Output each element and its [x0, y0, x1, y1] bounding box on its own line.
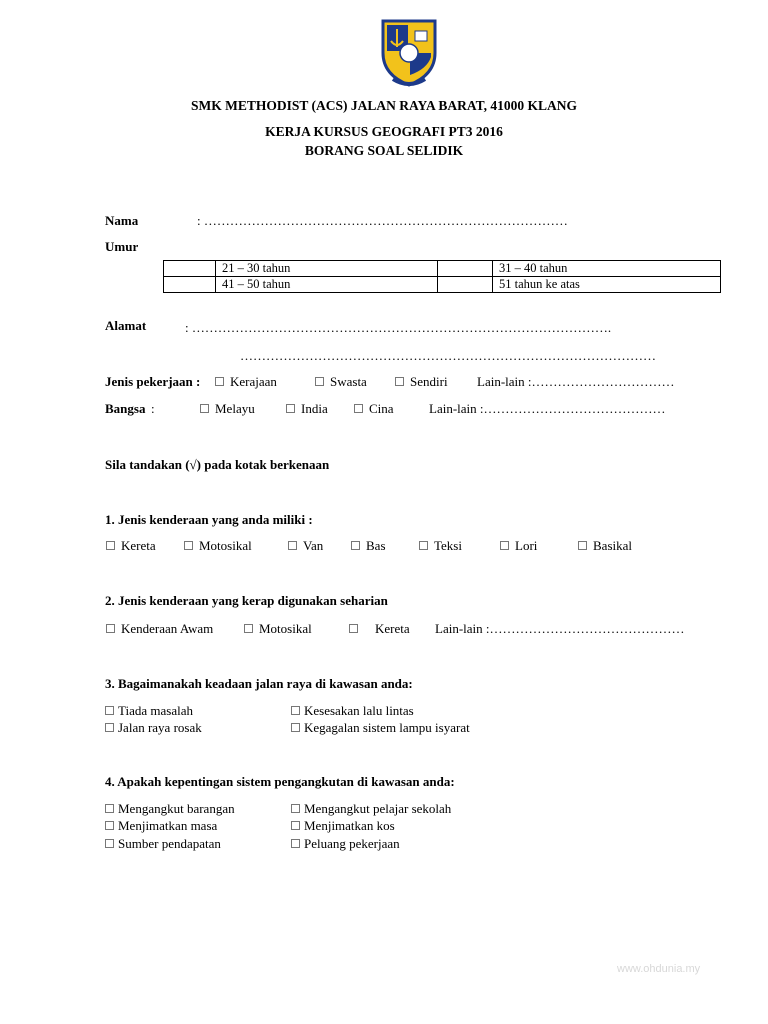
nama-field[interactable]: : …………………………………………………………………………	[197, 213, 568, 228]
checkbox-icon	[291, 804, 300, 813]
q1-option-motosikal[interactable]	[184, 538, 252, 554]
pekerjaan-lain-lain-field[interactable]: Lain-lain :……………………………	[477, 374, 675, 389]
umur-label: Umur	[105, 239, 139, 254]
bangsa-lain-lain-field[interactable]: Lain-lain :……………………………………	[429, 401, 666, 416]
checkbox-icon	[500, 541, 509, 550]
checkbox-icon	[105, 706, 114, 715]
age-checkbox-41-50[interactable]	[164, 277, 216, 293]
age-option-51-plus: 51 tahun ke atas	[493, 277, 721, 293]
q4-option-mengangkut-pelajar[interactable]	[291, 801, 451, 817]
option-label: Kegagalan sistem lampu isyarat	[304, 720, 470, 735]
checkbox-icon	[184, 541, 193, 550]
checkbox-icon	[291, 706, 300, 715]
checkbox-icon	[286, 404, 295, 413]
option-label: Van	[303, 538, 324, 553]
q2-option-kenderaan-awam[interactable]	[106, 621, 213, 637]
bangsa-melayu[interactable]	[200, 401, 255, 417]
option-label: Jalan raya rosak	[118, 720, 202, 735]
q2-option-motosikal[interactable]	[244, 621, 312, 637]
age-option-41-50: 41 – 50 tahun	[216, 277, 438, 293]
checkbox-icon	[419, 541, 428, 550]
checkbox-icon	[215, 377, 224, 386]
form-title: BORANG SOAL SELIDIK	[304, 143, 464, 158]
checkbox-icon	[354, 404, 363, 413]
checkbox-icon	[291, 723, 300, 732]
option-label: Peluang pekerjaan	[304, 836, 400, 851]
pekerjaan-sendiri[interactable]	[395, 374, 448, 390]
q3-option-jalan-rosak[interactable]	[105, 720, 202, 736]
bangsa-label: Bangsa	[105, 401, 146, 416]
option-label: Kereta	[121, 538, 156, 553]
q4-option-sumber-pendapatan[interactable]	[105, 836, 221, 852]
q3-title: 3. Bagaimanakah keadaan jalan raya di kawasan anda:	[105, 676, 413, 691]
option-label: Bas	[366, 538, 386, 553]
age-checkbox-51-plus[interactable]	[438, 277, 493, 293]
school-name: SMK METHODIST (ACS) JALAN RAYA BARAT, 41000 KLANG	[190, 98, 578, 113]
alamat-field-line1[interactable]: : …………………………………………………………………………………….	[185, 320, 612, 335]
option-label: Sumber pendapatan	[118, 836, 221, 851]
age-checkbox-31-40[interactable]	[438, 261, 493, 277]
q1-option-basikal[interactable]	[578, 538, 632, 554]
checkbox-icon	[105, 821, 114, 830]
checkbox-icon	[105, 804, 114, 813]
q4-option-menjimatkan-kos[interactable]	[291, 818, 395, 834]
alamat-label: Alamat	[105, 318, 147, 333]
option-label: Kereta	[375, 621, 410, 636]
pekerjaan-kerajaan[interactable]	[215, 374, 277, 390]
q3-option-tiada-masalah[interactable]	[105, 703, 193, 719]
q1-option-kereta[interactable]	[106, 538, 156, 554]
checkbox-icon	[395, 377, 404, 386]
checkbox-icon	[105, 723, 114, 732]
alamat-field-line2[interactable]: ……………………………………………………………………………………	[240, 348, 656, 363]
option-label: Tiada masalah	[118, 703, 193, 718]
checkbox-icon	[200, 404, 209, 413]
option-label: Mengangkut barangan	[118, 801, 235, 816]
option-label: Motosikal	[199, 538, 252, 553]
q1-option-teksi[interactable]	[419, 538, 462, 554]
option-label: Cina	[369, 401, 394, 416]
pekerjaan-swasta[interactable]	[315, 374, 367, 390]
option-label: Kesesakan lalu lintas	[304, 703, 414, 718]
option-label: Motosikal	[259, 621, 312, 636]
option-label: Menjimatkan kos	[304, 818, 395, 833]
q2-option-kereta[interactable]	[349, 621, 410, 637]
q1-option-lori[interactable]	[500, 538, 537, 554]
bangsa-india[interactable]	[286, 401, 328, 417]
option-label: Kenderaan Awam	[121, 621, 214, 636]
subject-title: KERJA KURSUS GEOGRAFI PT3 2016	[265, 124, 503, 139]
watermark: www.ohdunia.my	[617, 963, 701, 975]
q4-title: 4. Apakah kepentingan sistem pengangkutan di kawasan anda:	[105, 774, 455, 789]
checkbox-icon	[291, 839, 300, 848]
checkbox-icon	[578, 541, 587, 550]
checkbox-icon	[244, 624, 253, 633]
q3-option-lampu-isyarat[interactable]	[291, 720, 470, 736]
checkbox-icon	[291, 821, 300, 830]
checkbox-icon	[106, 624, 115, 633]
q4-option-menjimatkan-masa[interactable]	[105, 818, 217, 834]
age-option-31-40: 31 – 40 tahun	[493, 261, 721, 277]
age-table	[163, 260, 721, 293]
age-option-21-30: 21 – 30 tahun	[216, 261, 438, 277]
checkbox-icon	[105, 839, 114, 848]
q1-option-van[interactable]	[288, 538, 323, 554]
instruction-text: Sila tandakan (√) pada kotak berkenaan	[105, 457, 330, 472]
q4-option-mengangkut-barangan[interactable]	[105, 801, 235, 817]
checkbox-icon	[315, 377, 324, 386]
q1-title: 1. Jenis kenderaan yang anda miliki :	[105, 512, 313, 527]
pekerjaan-label: Jenis pekerjaan :	[105, 374, 201, 389]
option-label: Swasta	[330, 374, 367, 389]
option-label: Mengangkut pelajar sekolah	[304, 801, 452, 816]
age-checkbox-21-30[interactable]	[164, 261, 216, 277]
option-label: Basikal	[593, 538, 632, 553]
q4-option-peluang-pekerjaan[interactable]	[291, 836, 400, 852]
option-label: Melayu	[215, 401, 255, 416]
q2-title: 2. Jenis kenderaan yang kerap digunakan seharian	[105, 593, 388, 608]
checkbox-icon	[106, 541, 115, 550]
checkbox-icon	[349, 624, 358, 633]
q2-lain-lain-field[interactable]: Lain-lain :………………………………………	[435, 621, 685, 636]
checkbox-icon	[288, 541, 297, 550]
bangsa-colon: :	[151, 401, 155, 416]
option-label: Teksi	[434, 538, 462, 553]
school-crest-logo	[377, 17, 441, 89]
q1-option-bas[interactable]	[351, 538, 386, 554]
option-label: Menjimatkan masa	[118, 818, 218, 833]
bangsa-cina[interactable]	[354, 401, 394, 417]
option-label: Lori	[515, 538, 538, 553]
nama-label: Nama	[105, 213, 139, 228]
option-label: India	[301, 401, 328, 416]
checkbox-icon	[351, 541, 360, 550]
option-label: Kerajaan	[230, 374, 277, 389]
q3-option-kesesakan[interactable]	[291, 703, 414, 719]
option-label: Sendiri	[410, 374, 448, 389]
